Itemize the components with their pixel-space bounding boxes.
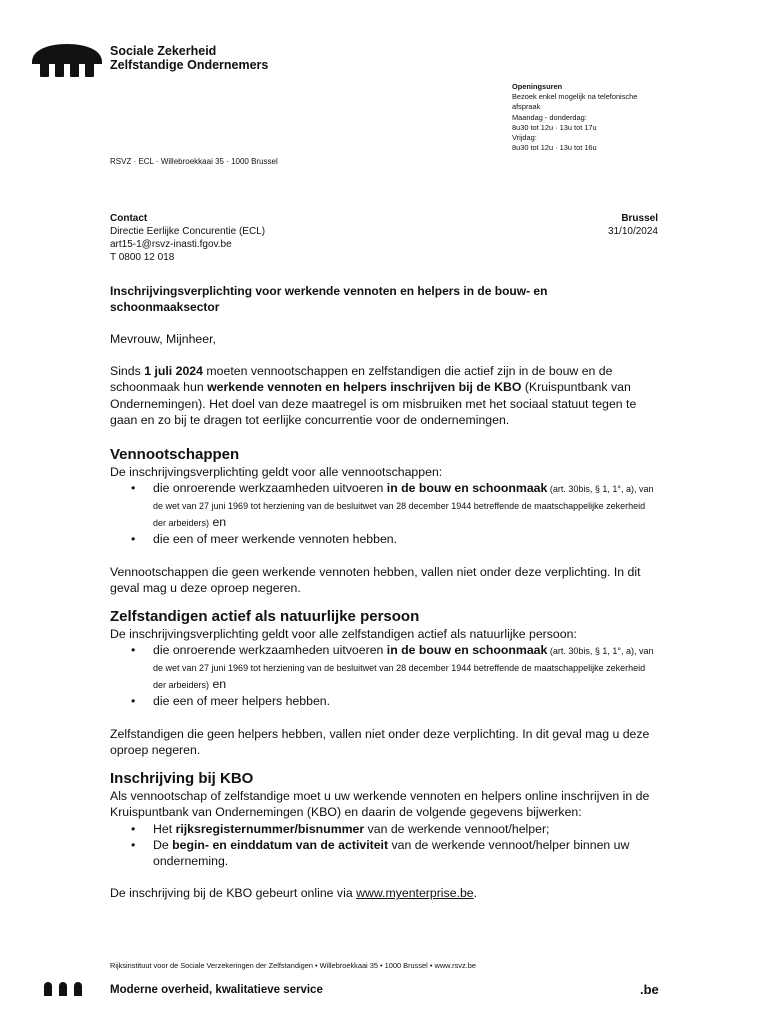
opening-hours-line: afspraak bbox=[512, 102, 541, 112]
section-closing bbox=[110, 885, 658, 901]
list-item-text: De bbox=[153, 837, 173, 852]
intro-bold-obligation: werkende vennoten en helpers inschrijven bij de KBO bbox=[207, 380, 522, 395]
contact-block bbox=[110, 212, 265, 264]
list-item-text: en bbox=[209, 677, 227, 692]
section-lead: De inschrijvingsverplichting geldt voor alle vennootschappen: bbox=[110, 465, 443, 479]
opening-hours-title: Openingsuren bbox=[512, 82, 563, 91]
bullet-list bbox=[110, 642, 658, 709]
bullet-icon: • bbox=[131, 837, 136, 852]
organization-name-line1: Sociale Zekerheid bbox=[110, 44, 217, 58]
opening-hours-line: 8u30 tot 12u · 13u tot 17u bbox=[512, 122, 597, 132]
bullet-icon: • bbox=[131, 643, 136, 658]
place-city: Brussel bbox=[621, 213, 658, 224]
be-logo: .be bbox=[640, 982, 659, 997]
list-item bbox=[131, 642, 658, 693]
list-item-text: Het bbox=[153, 821, 176, 836]
footer-slogan: Moderne overheid, kwalitatieve service bbox=[110, 984, 323, 996]
bullet-list bbox=[110, 480, 658, 547]
intro-paragraph bbox=[110, 363, 658, 428]
section-vennootschappen bbox=[110, 446, 658, 596]
contact-department: Directie Eerlijke Concurentie (ECL) bbox=[110, 226, 266, 237]
opening-hours-line: Maandag - donderdag: bbox=[512, 112, 587, 122]
list-item bbox=[131, 480, 658, 531]
section-zelfstandigen bbox=[110, 608, 658, 758]
organization-name-line2: Zelfstandige Ondernemers bbox=[110, 58, 269, 72]
bullet-list bbox=[110, 821, 658, 870]
place-date-block bbox=[560, 212, 658, 238]
salutation: Mevrouw, Mijnheer, bbox=[110, 332, 216, 346]
section-closing: Vennootschappen die geen werkende vennoten hebben, vallen niet onder deze verplichting. In dit geval mag u deze oproep negeren. bbox=[110, 564, 641, 595]
bullet-icon: • bbox=[131, 694, 136, 709]
footer-address: Rijksinstituut voor de Sociale Verzekeringen der Zelfstandigen • Willebroekkaai 35 • 1000 Brussel • www.rsvz.be bbox=[110, 961, 476, 970]
contact-title: Contact bbox=[110, 213, 148, 224]
bullet-icon: • bbox=[131, 481, 136, 496]
sender-address: RSVZ · ECL · Willebroekkaai 35 · 1000 Brussel bbox=[110, 157, 278, 166]
closing-text: De inschrijving bij de KBO gebeurt online via bbox=[110, 886, 357, 901]
section-inschrijving-kbo bbox=[110, 770, 658, 902]
list-item bbox=[131, 821, 658, 837]
section-heading: Inschrijving bij KBO bbox=[110, 770, 254, 787]
opening-hours-line: 8u30 tot 12u · 13u tot 16u bbox=[512, 143, 597, 153]
legal-reference: (art. 30bis, § 1, 1°, a), van de wet van 27 juni 1969 tot herziening van de besluitwet van 28 december 1944 betreffende de maatschappelijke zekerheid der arbeiders) bbox=[153, 484, 654, 529]
list-item-text: van de werkende vennoot/helper; bbox=[364, 821, 550, 836]
section-lead: De inschrijvingsverplichting geldt voor alle zelfstandigen actief als natuurlijke persoon: bbox=[110, 627, 577, 641]
footer-logo-icon bbox=[44, 982, 89, 1001]
list-item bbox=[131, 531, 658, 547]
list-item-bold: rijksregisternummer/bisnummer bbox=[175, 821, 365, 836]
bullet-icon: • bbox=[131, 532, 136, 547]
opening-hours-line: Vrijdag: bbox=[512, 133, 537, 143]
closing-text: . bbox=[473, 886, 478, 901]
myenterprise-link[interactable]: www.myenterprise.be bbox=[356, 886, 474, 901]
intro-text: moeten vennootschappen en zelfstandigen die actief zijn in de bouw en de schoonmaak hun bbox=[110, 364, 613, 395]
contact-email: art15-1@rsvz-inasti.fgov.be bbox=[110, 239, 232, 250]
legal-reference: (art. 30bis, § 1, 1°, a), van de wet van 27 juni 1969 tot herziening van de besluitwet van 28 december 1944 betreffende de maatschappelijke zekerheid der arbeiders) bbox=[153, 646, 654, 691]
contact-phone: T 0800 12 018 bbox=[110, 252, 175, 263]
letter-date: 31/10/2024 bbox=[607, 226, 658, 237]
list-item-text: van de werkende vennoot/helper binnen uw onderneming. bbox=[153, 837, 630, 869]
rsvz-logo-icon bbox=[30, 42, 104, 83]
list-item-text: en bbox=[209, 515, 227, 530]
list-item-text: die een of meer werkende vennoten hebben. bbox=[153, 532, 398, 547]
list-item-text: die een of meer helpers hebben. bbox=[153, 694, 331, 709]
list-item-text: die onroerende werkzaamheden uitvoeren bbox=[153, 481, 387, 496]
section-closing: Zelfstandigen die geen helpers hebben, vallen niet onder deze verplichting. In dit geval mag u deze oproep negeren. bbox=[110, 726, 650, 757]
list-item-bold: in de bouw en schoonmaak bbox=[386, 643, 548, 658]
section-heading: Zelfstandigen actief als natuurlijke persoon bbox=[110, 608, 420, 625]
list-item-bold: in de bouw en schoonmaak bbox=[386, 481, 548, 496]
list-item bbox=[131, 837, 658, 870]
organization-name bbox=[110, 44, 268, 72]
opening-hours bbox=[512, 82, 692, 153]
bullet-icon: • bbox=[131, 821, 136, 836]
intro-text: Sinds bbox=[110, 364, 145, 378]
opening-hours-line: Bezoek enkel mogelijk na telefonische bbox=[512, 92, 638, 102]
letter-subject: Inschrijvingsverplichting voor werkende vennoten en helpers in de bouw- en schoonmaaksector bbox=[110, 284, 548, 314]
section-heading: Vennootschappen bbox=[110, 446, 240, 463]
list-item-bold: begin- en einddatum van de activiteit bbox=[172, 837, 389, 852]
intro-text: (Kruispuntbank van Ondernemingen). Het doel van deze maatregel is om misbruiken met het sociaal statuut tegen te gaan en zo bij te dragen tot eerlijke concurrentie voor de ondernemingen. bbox=[110, 380, 637, 427]
section-lead: Als vennootschap of zelfstandige moet u uw werkende vennoten en helpers online inschrijven in de Kruispuntbank van Ondernemingen (KBO) en daarin de volgende gegevens bijwerken: bbox=[110, 789, 650, 820]
intro-bold-date: 1 juli 2024 bbox=[144, 364, 203, 378]
list-item bbox=[131, 693, 658, 709]
list-item-text: die onroerende werkzaamheden uitvoeren bbox=[153, 643, 387, 658]
